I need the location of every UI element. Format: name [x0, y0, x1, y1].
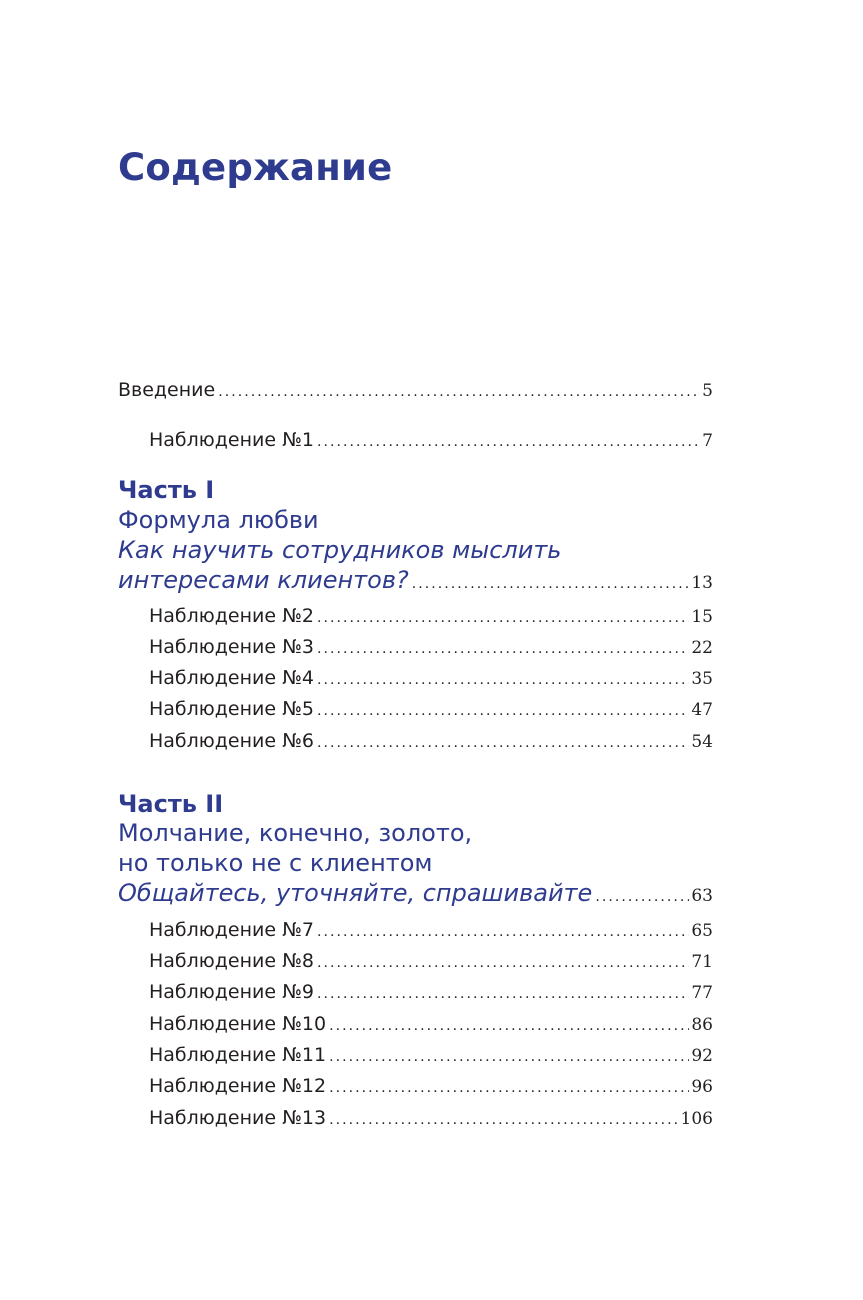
dot-leader [317, 636, 689, 662]
part-1-subtitle-line2: интересами клиентов? [118, 566, 409, 594]
toc-entry-observation[interactable] [149, 1042, 713, 1068]
toc-entry-page: 35 [691, 669, 713, 689]
toc-entry-page: 63 [691, 886, 713, 906]
dot-leader [317, 730, 689, 756]
dot-leader [329, 1107, 678, 1133]
part-1-heading[interactable]: Формула любви [118, 506, 319, 534]
toc-entry-observation[interactable] [149, 979, 713, 1005]
dot-leader [317, 981, 689, 1007]
toc-entry-label: Наблюдение №6 [149, 730, 314, 752]
toc-entry-page: 96 [691, 1077, 713, 1097]
dot-leader [329, 1044, 689, 1070]
dot-leader [329, 1013, 689, 1039]
toc-entry-label: Наблюдение №10 [149, 1013, 327, 1035]
toc-entry-page: 106 [680, 1109, 713, 1129]
toc-entry-page: 22 [691, 638, 713, 658]
toc-entry-label: Наблюдение №11 [149, 1044, 327, 1066]
dot-leader [595, 882, 689, 912]
toc-entry-label: Введение [118, 379, 216, 401]
toc-entry-label: Наблюдение №13 [149, 1107, 327, 1129]
part-1-subtitle-line1[interactable]: Как научить сотрудников мыслить [118, 536, 562, 564]
toc-entry-observation[interactable] [149, 665, 713, 691]
toc-entry-label: Наблюдение №12 [149, 1075, 327, 1097]
toc-entry-label: Наблюдение №7 [149, 919, 314, 941]
part-2-subtitle: Общайтесь, уточняйте, спрашивайте [118, 879, 593, 907]
toc-entry-page: 47 [691, 700, 713, 720]
toc-entry-page: 86 [691, 1015, 713, 1035]
toc-entry-page: 5 [702, 381, 713, 401]
toc-entry-label: Наблюдение №3 [149, 636, 314, 658]
toc-entry-page: 54 [691, 732, 713, 752]
toc-entry-observation[interactable] [149, 948, 713, 974]
toc-entry-page: 13 [691, 573, 713, 593]
toc-entry-part-1-subtitle[interactable] [118, 565, 713, 595]
toc-entry-observation[interactable] [149, 1011, 713, 1037]
dot-leader [317, 919, 689, 945]
page-title: Содержание [118, 146, 393, 189]
part-1-title[interactable]: Часть I [118, 476, 215, 504]
toc-entry-label: Наблюдение №9 [149, 981, 314, 1003]
dot-leader [317, 429, 700, 455]
dot-leader [329, 1075, 689, 1101]
toc-entry-page: 7 [702, 431, 713, 451]
toc-entry-label: Наблюдение №5 [149, 698, 314, 720]
toc-entry-observation[interactable] [149, 634, 713, 660]
dot-leader [317, 950, 689, 976]
toc-entry-intro[interactable] [118, 377, 713, 403]
toc-entry-observation[interactable] [149, 917, 713, 943]
toc-entry-observation[interactable] [149, 603, 713, 629]
toc-entry-page: 92 [691, 1046, 713, 1066]
toc-entry-label: Наблюдение №2 [149, 605, 314, 627]
part-2-heading-line1[interactable]: Молчание, конечно, золото, [118, 819, 473, 847]
dot-leader [317, 698, 689, 724]
toc-entry-page: 65 [691, 921, 713, 941]
toc-entry-page: 77 [691, 983, 713, 1003]
toc-entry-observation[interactable] [149, 696, 713, 722]
toc-entry-observation[interactable] [149, 1105, 713, 1131]
toc-entry-observation[interactable] [149, 427, 713, 453]
dot-leader [317, 667, 689, 693]
part-2-heading-line2[interactable]: но только не с клиентом [118, 849, 433, 877]
part-2-title[interactable]: Часть II [118, 790, 224, 818]
toc-entry-label: Наблюдение №8 [149, 950, 314, 972]
toc-entry-label: Наблюдение №4 [149, 667, 314, 689]
dot-leader [317, 605, 689, 631]
dot-leader [218, 379, 700, 405]
toc-entry-part-2-subtitle[interactable] [118, 878, 713, 908]
toc-entry-observation[interactable] [149, 728, 713, 754]
dot-leader [412, 569, 690, 599]
toc-entry-page: 15 [691, 607, 713, 627]
toc-entry-observation[interactable] [149, 1073, 713, 1099]
toc-entry-label: Наблюдение №1 [149, 429, 314, 451]
toc-entry-page: 71 [691, 952, 713, 972]
